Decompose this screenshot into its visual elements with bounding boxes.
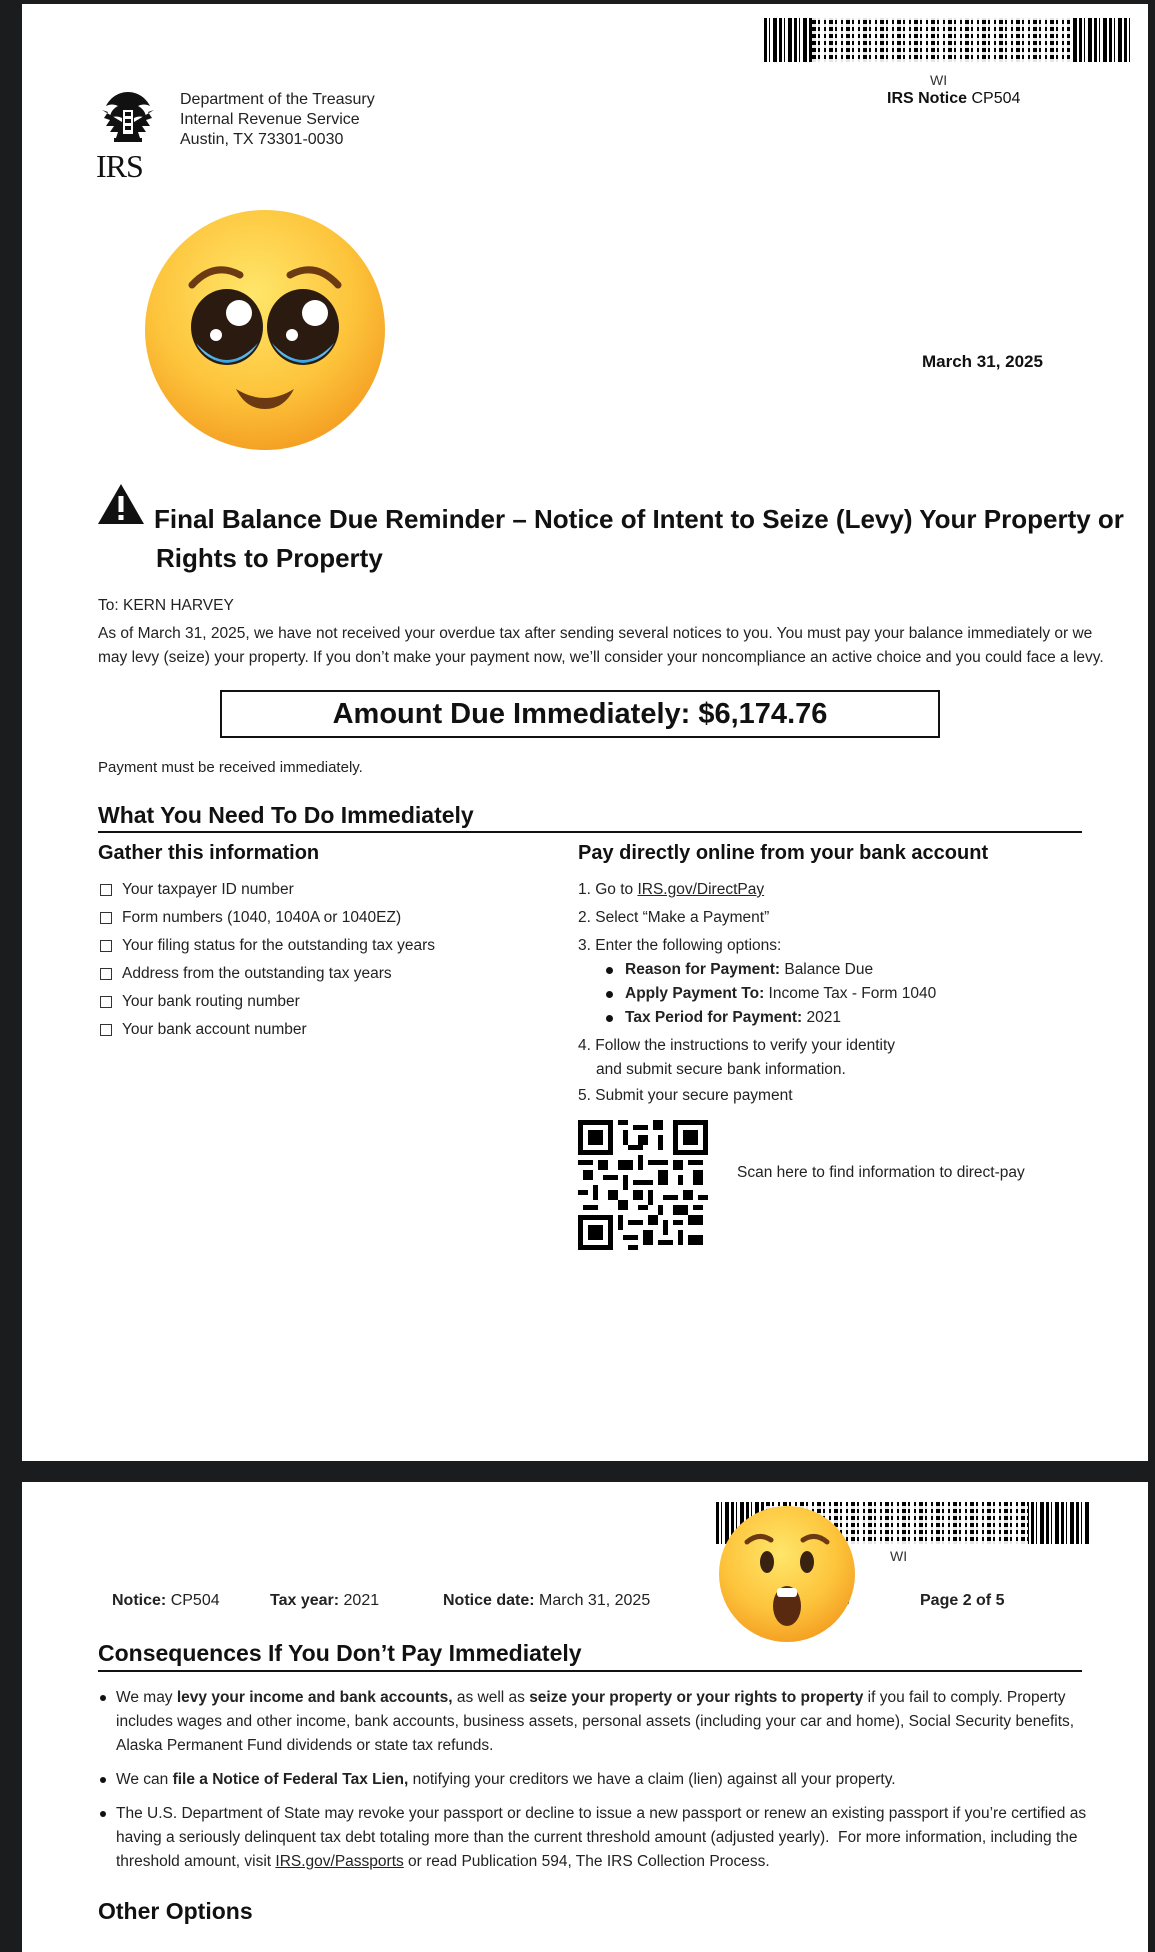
option-label: Apply Payment To:: [625, 985, 765, 1002]
consequence-item: [98, 1768, 1088, 1792]
option-label: Tax Period for Payment:: [625, 1009, 803, 1026]
notice-id-label: IRS Notice: [887, 90, 968, 107]
bullet-dot: [100, 1811, 106, 1817]
payment-steps: [578, 878, 1098, 1108]
text-span-bold: file a Notice of Federal Tax Lien,: [172, 1771, 409, 1788]
checklist-item-label: Your bank routing number: [122, 993, 300, 1010]
option-tax-period: [578, 1006, 1098, 1030]
checklist-item-label: Address from the outstanding tax years: [122, 965, 392, 982]
text-span: if you fail to comply. Property includes wages and other income, bank accounts, business assets, personal assets (including your car and home), Social Security benefits, Alaska Permanent Fund dividends or state tax refunds.: [116, 1689, 1078, 1754]
step-2: 2. Select “Make a Payment”: [578, 909, 770, 926]
checklist-item: [98, 904, 435, 932]
state-code: WI: [930, 72, 948, 88]
consequence-item: [98, 1802, 1091, 1874]
text-span: or read Publication 594, The IRS Collection Process.: [403, 1853, 770, 1870]
option-reason: [578, 958, 1098, 982]
notice-page-1: [22, 4, 1148, 1461]
option-label: Reason for Payment:: [625, 961, 781, 978]
bullet-dot: [606, 967, 613, 974]
notice-date: March 31, 2025: [922, 352, 1043, 371]
notice-info: [112, 1592, 220, 1610]
other-options-title: Other Options: [98, 1898, 253, 1924]
bullet-dot: [606, 1015, 613, 1022]
agency-line: Austin, TX 73301-0030: [180, 131, 344, 148]
bullet-dot: [606, 991, 613, 998]
notice-title-line-2: Rights to Property: [156, 543, 383, 573]
warning-icon: [96, 482, 146, 526]
text-span: The U.S. Department of State may revoke your passport or decline to issue a new passport or renew an existing passport if you’re certified as having a seriously delinquent tax debt totaling more than the current threshold amount (adjusted yearly). For more information, including the threshold amount, visit: [116, 1805, 1091, 1870]
step-3: 3. Enter the following options:: [578, 937, 782, 954]
checklist-item-label: Your taxpayer ID number: [122, 881, 294, 898]
step-4-continued: and submit secure bank information.: [596, 1061, 846, 1078]
option-value: Income Tax - Form 1040: [764, 985, 937, 1002]
step-5: 5. Submit your secure payment: [578, 1087, 793, 1104]
step-1: [578, 878, 1098, 902]
state-code: WI: [890, 1548, 908, 1564]
notice-title-line-1: Final Balance Due Reminder – Notice of Intent to Seize (Levy) Your Property or: [154, 504, 1124, 534]
pay-online-title: Pay directly online from your bank account: [578, 842, 989, 864]
text-span-bold: levy your income and bank accounts,: [176, 1689, 453, 1706]
notice-date-label: Notice date:: [443, 1592, 535, 1609]
checklist-item-label: Your bank account number: [122, 1021, 307, 1038]
step-1-text: 1. Go to: [578, 881, 638, 898]
checklist-item: [98, 988, 435, 1016]
consequences-title: Consequences If You Don’t Pay Immediately: [98, 1640, 582, 1666]
directpay-link[interactable]: IRS.gov/DirectPay: [637, 881, 765, 898]
eagle-emblem-icon: [96, 88, 160, 146]
irs-logo-text: IRS: [96, 148, 143, 184]
option-value: 2021: [802, 1009, 841, 1026]
intro-paragraph: As of March 31, 2025, we have not received your overdue tax after sending several notices to you. You must pay your balance immediately or we may levy (seize) your property. If you don’t make your payment now, we’ll consider your noncompliance an active choice and you could face a levy.: [98, 625, 1104, 666]
checkbox-icon[interactable]: [100, 884, 112, 896]
gather-checklist: [98, 876, 435, 1044]
agency-line: Internal Revenue Service: [180, 111, 360, 128]
text-span: We can: [116, 1771, 173, 1788]
option-apply-to: [578, 982, 1098, 1006]
qr-code[interactable]: [578, 1120, 708, 1250]
checkbox-icon[interactable]: [100, 940, 112, 952]
text-span-bold: seize your property or your rights to property: [529, 1689, 864, 1706]
checklist-item-label: Your filing status for the outstanding tax years: [122, 937, 436, 954]
checkbox-icon[interactable]: [100, 1024, 112, 1036]
tax-year-value: 2021: [343, 1592, 380, 1609]
checkbox-icon[interactable]: [100, 912, 112, 924]
section-rule: [98, 1670, 1082, 1672]
consequences-list: [98, 1686, 1091, 1884]
irs-logo: [96, 88, 160, 184]
astonished-face-emoji: [717, 1504, 857, 1644]
page-number: Page 2 of 5: [920, 1592, 1005, 1609]
checklist-item-label: Form numbers (1040, 1040A or 1040EZ): [122, 909, 402, 926]
tax-year-info: [270, 1592, 379, 1610]
agency-line: Department of the Treasury: [180, 91, 375, 108]
checklist-item: [98, 1016, 435, 1044]
notice-id: [887, 90, 1020, 108]
checklist-item: [98, 960, 435, 988]
payment-note: Payment must be received immediately.: [98, 759, 363, 776]
text-span: We may: [116, 1689, 177, 1706]
notice-date-value: March 31, 2025: [539, 1592, 651, 1609]
agency-address: [180, 90, 375, 150]
notice-date-info: [443, 1592, 650, 1610]
section-rule: [98, 831, 1082, 833]
notice-page-2: [22, 1482, 1148, 1952]
what-to-do-title: What You Need To Do Immediately: [98, 802, 474, 828]
checkbox-icon[interactable]: [100, 996, 112, 1008]
bullet-dot: [100, 1777, 106, 1783]
notice-label: Notice:: [112, 1592, 167, 1609]
consequence-item: [98, 1686, 1088, 1758]
text-span: notifying your creditors we have a claim (lien) against all your property.: [408, 1771, 896, 1788]
passports-link[interactable]: IRS.gov/Passports: [275, 1853, 404, 1870]
tax-year-label: Tax year:: [270, 1592, 340, 1609]
qr-caption: Scan here to find information to direct-pay: [737, 1164, 1025, 1181]
recipient: To: KERN HARVEY: [98, 597, 234, 614]
notice-value: CP504: [170, 1592, 220, 1609]
checklist-item: [98, 876, 435, 904]
checklist-item: [98, 932, 435, 960]
barcode-top: [764, 18, 1132, 62]
notice-id-code: CP504: [971, 90, 1021, 107]
text-span: as well as: [452, 1689, 530, 1706]
amount-due-box: Amount Due Immediately: $6,174.76: [220, 690, 940, 738]
gather-title: Gather this information: [98, 842, 320, 864]
option-value: Balance Due: [780, 961, 874, 978]
bullet-dot: [100, 1695, 106, 1701]
pleading-face-emoji: [144, 209, 386, 451]
checkbox-icon[interactable]: [100, 968, 112, 980]
step-4: 4. Follow the instructions to verify your identity: [578, 1037, 896, 1054]
